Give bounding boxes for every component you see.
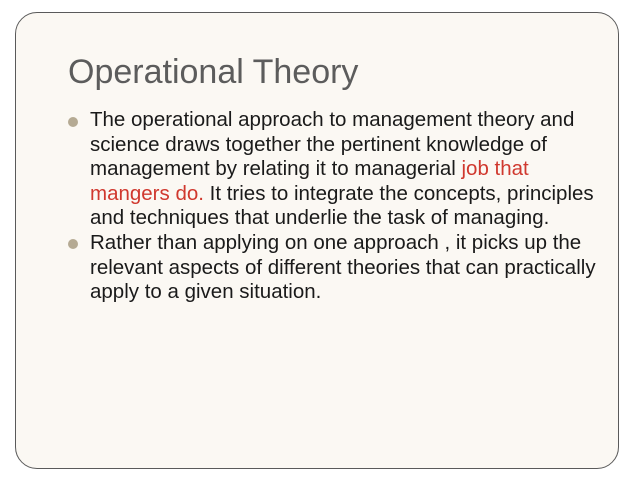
bullet-text-start: The operational approach to management theory and science draws together the pertinent knowledge of management by relating it to managerial [90, 108, 575, 181]
bullet-item-relevant-aspects [68, 231, 603, 305]
bullet-text-end: It tries to integrate the concepts, principles and techniques that underlie the task of managing. [90, 181, 594, 230]
bullet-dot-icon [68, 117, 78, 127]
bullet-list [68, 108, 603, 305]
highlighted-text: job that mangers do. [90, 157, 529, 205]
bullet-item-operational-approach [68, 108, 603, 231]
slide-title: Operational Theory [68, 53, 359, 91]
bullet-text: Rather than applying on one approach , it picks up the relevant aspects of different theories that can practically apply to a given situation. [90, 230, 596, 304]
bullet-dot-icon [68, 239, 78, 249]
